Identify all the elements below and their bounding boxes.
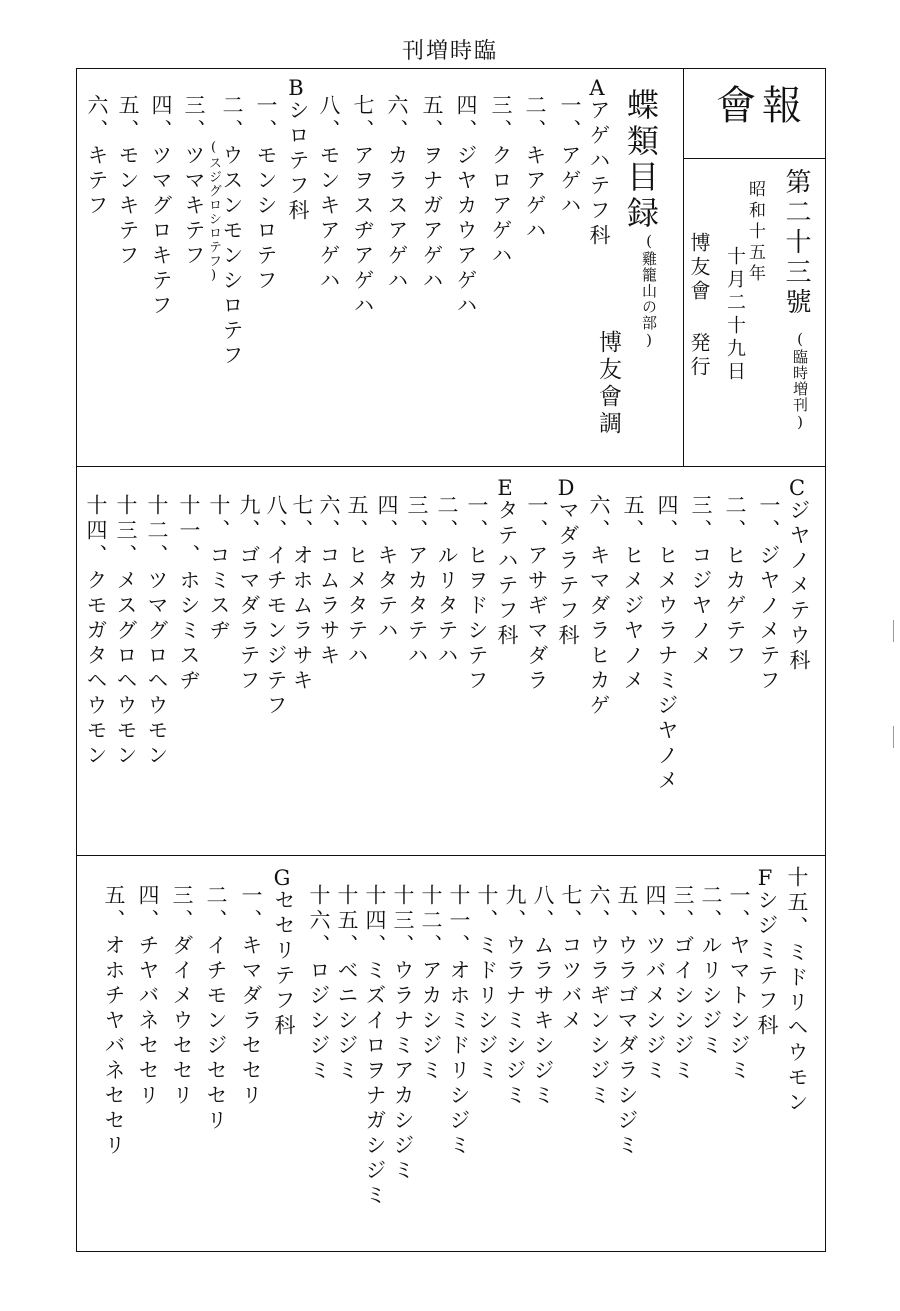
margin-mark: [893, 726, 894, 748]
section-b-heading: [287, 78, 308, 224]
list-item: 一、キマダラセセリ: [239, 884, 263, 1109]
list-item: 二、ルリシジミ: [699, 884, 723, 1059]
section-e-heading: [496, 478, 517, 649]
list-item: 八、イチモンジテフ: [264, 494, 288, 719]
list-item: 六、コムラサキ: [317, 494, 341, 669]
catalogue-subtitle: (雞籠山の部): [640, 232, 658, 350]
list-item: 四、ツマグロキテフ: [149, 94, 173, 319]
compiled-by: 博友會調: [595, 330, 621, 438]
list-item: 十五、ベニシジミ: [335, 884, 359, 1084]
list-item: 三、ゴイシシジミ: [671, 884, 695, 1084]
section-f-family: シジミテフ科: [755, 889, 779, 1039]
list-item: 六、ウラギンシジミ: [587, 884, 611, 1109]
list-item: 八、ムラサキシジミ: [531, 884, 555, 1109]
list-item: 一、アサギマダラ: [525, 494, 549, 694]
list-item: 一、ジヤノメテフ: [757, 494, 781, 694]
list-item: 五、ヒメジヤノメ: [621, 494, 645, 694]
list-item: 七、コツバメ: [559, 884, 583, 1034]
divider-top: [76, 466, 826, 467]
issue-note: (臨時増刊): [791, 330, 809, 432]
list-item: 十、ミドリシジミ: [475, 884, 499, 1084]
catalogue-title: 蝶類目録: [622, 88, 660, 232]
list-item: 五、モンキテフ: [116, 94, 140, 269]
section-g-family: セセリテフ科: [272, 889, 296, 1039]
list-item: 四、ツバメシジミ: [643, 884, 667, 1084]
section-f-header-item: 十五、ミドリヘウモン: [785, 866, 809, 1116]
section-f-letter: F: [757, 866, 777, 890]
list-item: 十二、アカシジミ: [419, 884, 443, 1084]
section-f-heading: [756, 868, 777, 1039]
section-c-heading: [788, 478, 809, 674]
masthead-title-divider: [683, 158, 826, 159]
date-era: 昭和十五年: [745, 180, 765, 285]
section-a-letter: A: [589, 76, 609, 100]
list-item: 九、ウラナミシジミ: [503, 884, 527, 1109]
section-e-family: タテハテフ科: [495, 499, 519, 649]
list-item: 二、ルリタテハ: [435, 494, 459, 669]
list-item: 七、オホムラサキ: [290, 494, 314, 694]
list-item: 三、ダイメウセセリ: [170, 884, 194, 1109]
margin-mark: [893, 620, 894, 642]
section-b-family: シロテフ科: [286, 99, 310, 224]
masthead-divider: [683, 68, 684, 466]
list-item: 四、キタテハ: [375, 494, 399, 644]
list-item: 十四、ミズイロヲナガシジミ: [363, 884, 387, 1209]
magazine-title: 會報: [716, 83, 808, 129]
list-item: 五、ウラゴマダラシジミ: [615, 884, 639, 1159]
list-item: 三、コジヤノメ: [689, 494, 713, 669]
list-item: 九、ゴマダラテフ: [237, 494, 261, 694]
publisher: 博友會 発行: [687, 232, 711, 380]
list-item: 十一、オホミドリシジミ: [447, 884, 471, 1159]
section-b-letter: B: [288, 76, 308, 100]
section-c-family: ジヤノメテウ科: [787, 499, 811, 674]
list-item: 五、オホチヤバネセセリ: [102, 884, 126, 1159]
list-item: 三、ツマキテフ: [182, 94, 206, 269]
section-g-heading: [273, 868, 294, 1039]
section-d-family: マダラテフ科: [556, 499, 580, 649]
list-item: 十六、ロジシジミ: [307, 884, 331, 1084]
list-item: 二、イチモンジセセリ: [204, 884, 228, 1134]
list-item: 四、ヒメウラナミジヤノメ: [655, 494, 679, 794]
list-item: 五、ヲナガアゲハ: [420, 94, 444, 294]
list-item: 六、キマダラヒカゲ: [587, 494, 611, 719]
list-item-note: (スジグロシロテフ): [206, 140, 221, 284]
section-c-letter: C: [788, 476, 810, 500]
issue-number: 第二十三號: [781, 168, 811, 318]
list-item: 一、モンシロテフ: [254, 94, 278, 294]
list-item: 一、アゲハ: [558, 94, 582, 219]
divider-middle: [76, 855, 826, 856]
section-a-family: アゲハテフ科: [587, 99, 611, 249]
list-item: 四、チヤバネセセリ: [136, 884, 160, 1109]
list-item: 十二、ツマグロヘウモン: [145, 494, 169, 769]
list-item: 二、キアゲハ: [523, 94, 547, 244]
list-item: 八、モンキアゲハ: [317, 94, 341, 294]
list-item: 十三、メスグロヘウモン: [114, 494, 138, 769]
list-item: 一、ヒヲドシテフ: [465, 494, 489, 694]
list-item: 六、キテフ: [85, 94, 109, 219]
list-item: 十四、クモガタヘウモン: [84, 494, 108, 769]
list-item: 十三、ウラナミアカシジミ: [391, 884, 415, 1184]
list-item: 七、アヲスヂアゲハ: [351, 94, 375, 319]
list-item: 四、ジヤカウアゲハ: [454, 94, 478, 319]
list-item: 五、ヒメタテハ: [345, 494, 369, 669]
list-item: 十、コミスヂ: [207, 494, 231, 644]
extra-edition-banner: 刊増時臨: [401, 39, 498, 64]
section-e-letter: E: [497, 476, 517, 500]
list-item: 三、アカタテハ: [405, 494, 429, 669]
section-g-letter: G: [273, 866, 295, 890]
section-d-letter: D: [557, 476, 579, 500]
list-item: 三、クロアゲハ: [489, 94, 513, 269]
section-d-heading: [557, 478, 578, 649]
section-a-heading: [588, 78, 609, 249]
issue-date: 十月二十九日: [724, 246, 746, 384]
list-item: 十一、ホシミスヂ: [177, 494, 201, 694]
list-item: 一、ヤマトシジミ: [727, 884, 751, 1084]
list-item: 六、カラスアゲハ: [385, 94, 409, 294]
list-item: 二、ウスンモンシロテフ: [220, 94, 244, 369]
list-item: 二、ヒカゲテフ: [723, 494, 747, 669]
